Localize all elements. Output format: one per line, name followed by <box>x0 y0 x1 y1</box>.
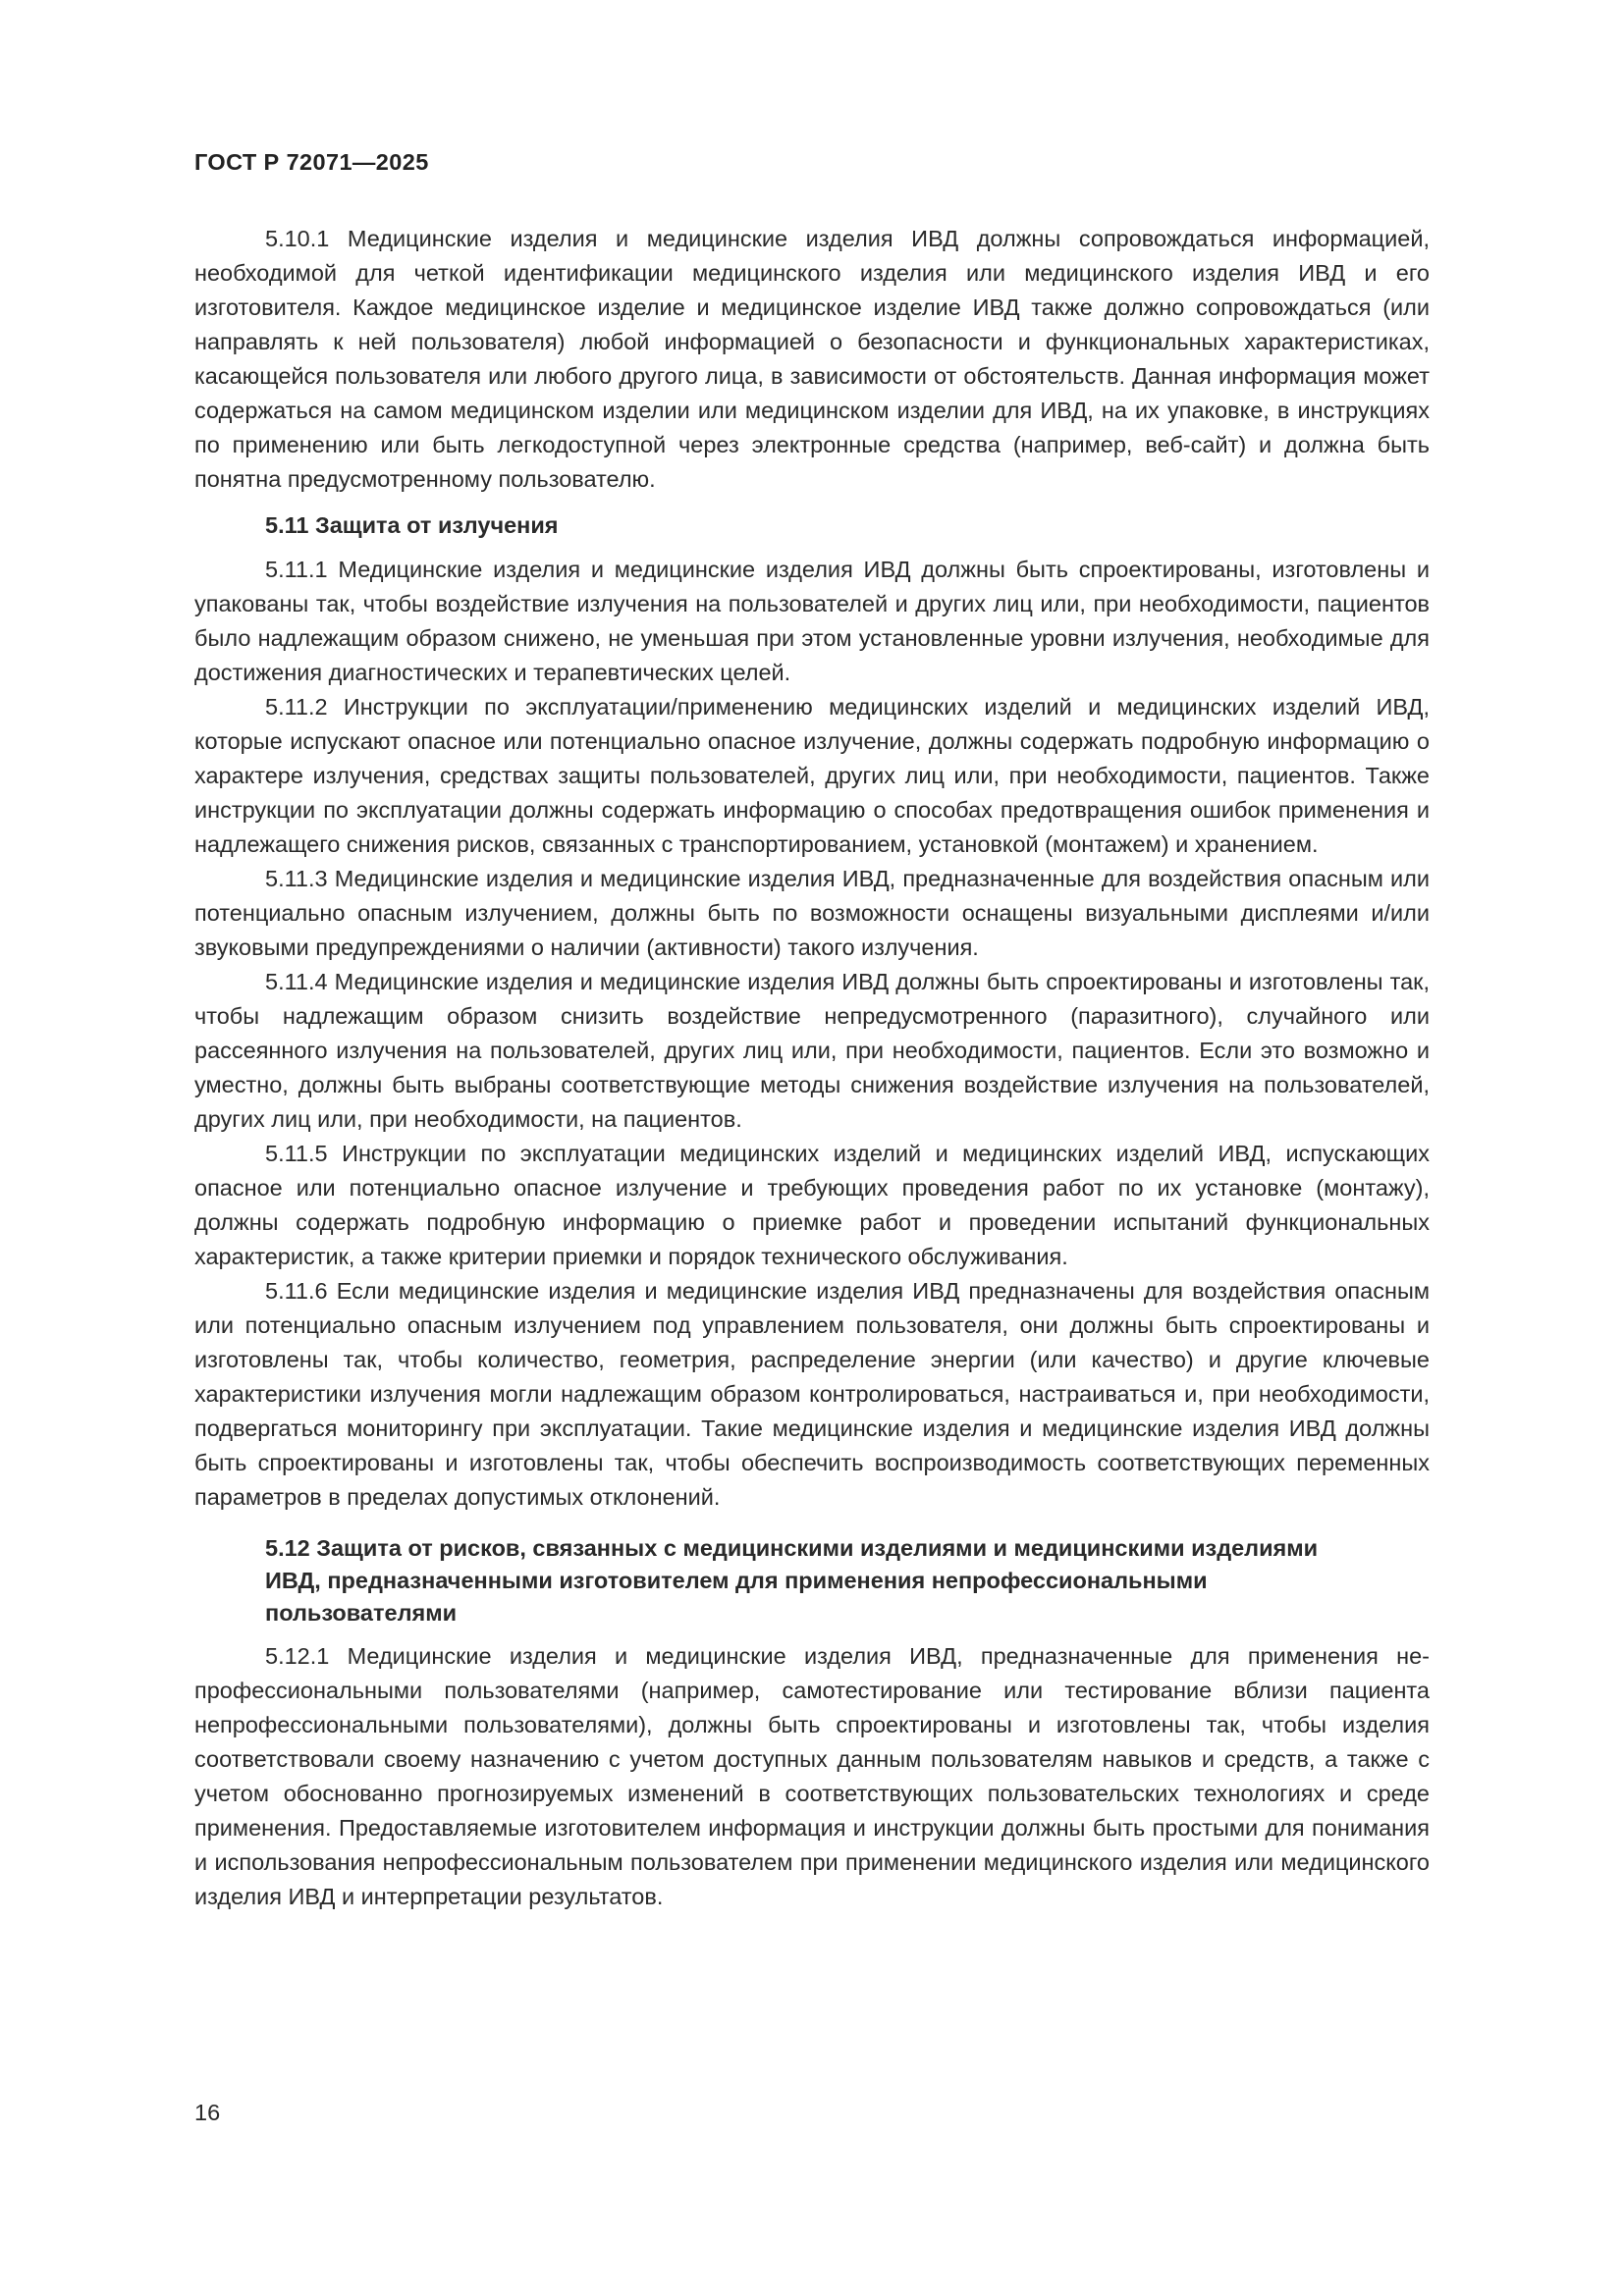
document-body <box>194 222 1430 1914</box>
section-heading-5-12: 5.12 Защита от рисков, связанных с медицинскими изделиями и медицинскими изделиями ИВД, предназначенными изготовителем для применения непрофессиональными пользователями <box>265 1535 1319 1626</box>
paragraph-5-11-5: 5.11.5 Инструкции по эксплуатации медицинских изделий и медицинских изделий ИВД, испускающих опасное или потенциально опасное излучение и требующих проведения работ по их установке (монтажу), должны содержать подробную информацию о приемке работ и проведении испытаний функциональных характеристик, а также критерии приемки и порядок технического обслуживания. <box>194 1141 1430 1269</box>
document-header: ГОСТ Р 72071—2025 <box>194 149 429 175</box>
section-heading-5-11: 5.11 Защита от излучения <box>265 512 559 538</box>
paragraph-5-11-1: 5.11.1 Медицинские изделия и медицинские изделия ИВД должны быть спроектированы, изготовлены и упакованы так, чтобы воздействие излучения на пользователей и других лиц или, при необходимости, пациентов было надлежащим образом снижено, не уменьшая при этом установленные уровни излучения, необходимые для достижения диагностических и терапевтических целей. <box>194 557 1430 685</box>
paragraph-5-12-1: 5.12.1 Медицинские изделия и медицинские изделия ИВД, предназначенные для применения непрофессиональными пользователями (например, самотестирование или тестирование вблизи пациента непрофессиональными пользователями), должны быть спроектированы и изготовлены так, чтобы изделия соответствовали своему назначению с учетом доступных данным пользователям навыков и средств, а также с учетом обоснованно прогнозируемых изменений в соответствующих пользовательских технологиях и среде применения. Предоставляемые изготовителем информация и инструкции должны быть простыми для понимания и использования непрофессиональным пользователем при применении медицинского изделия или медицинского изделия ИВД и интерпретации результатов. <box>194 1643 1430 1909</box>
paragraph-5-11-6: 5.11.6 Если медицинские изделия и медицинские изделия ИВД предназначены для воздействия опасным или потенциально опасным излучением под управлением пользователя, они должны быть спроектированы и изготовлены так, чтобы количество, геометрия, распределение энергии (или качество) и другие ключевые характеристики излучения могли надлежащим образом контролироваться, настраиваться и, при необходимости, подвергаться мониторингу при эксплуатации. Такие медицинские изделия и медицинские изделия ИВД должны быть спроектированы и изготовлены так, чтобы обеспечить воспроизводимость соответствующих переменных параметров в пределах допустимых отклонений. <box>194 1278 1430 1510</box>
page-number: 16 <box>194 2100 221 2125</box>
paragraph-5-11-3: 5.11.3 Медицинские изделия и медицинские изделия ИВД, предназначенные для воздействия опасным или потенциально опасным излучением, должны быть по возможности оснащены визуальными дисплеями и/или звуковыми предупреждениями о наличии (активности) такого излучения. <box>194 866 1430 960</box>
paragraph-5-10-1: 5.10.1 Медицинские изделия и медицинские изделия ИВД должны сопровождаться информацией, необходимой для четкой идентификации медицинского изделия или медицинского изделия ИВД и его изготовителя. Каждое медицинское изделие и медицинское изделие ИВД также должно сопровождаться (или направлять к ней пользователя) любой информацией о безопасности и функциональных характеристиках, касающейся пользователя или любого другого лица, в зависимости от обстоятельств. Данная информация может содержаться на самом медицинском изделии или медицинском изделии для ИВД, на их упаковке, в инструкциях по применению или быть легкодоступной через электронные средства (например, веб-сайт) и должна быть понятна предусмотренному пользователю. <box>194 226 1430 492</box>
paragraph-5-11-4: 5.11.4 Медицинские изделия и медицинские изделия ИВД должны быть спроектированы и изготовлены так, чтобы надлежащим образом снизить воздействие непредусмотренного (паразитного), случайного или рассеянного излучения на пользователей, других лиц или, при необходимости, пациентов. Если это возможно и уместно, должны быть выбраны соответствующие методы снижения воздействие излучения на пользователей, других лиц или, при необходимости, на пациентов. <box>194 969 1430 1132</box>
paragraph-5-11-2: 5.11.2 Инструкции по эксплуатации/применению медицинских изделий и медицинских изделий ИВД, которые испускают опасное или потенциально опасное излучение, должны содержать подробную информацию о характере излучения, средствах защиты пользователей, других лиц или, при необходимости, пациентов. Также инструкции по эксплуатации должны содержать информацию о способах предотвращения ошибок применения и надлежащего снижения рисков, связанных с транспортированием, установкой (монтажем) и хранением. <box>194 694 1430 857</box>
